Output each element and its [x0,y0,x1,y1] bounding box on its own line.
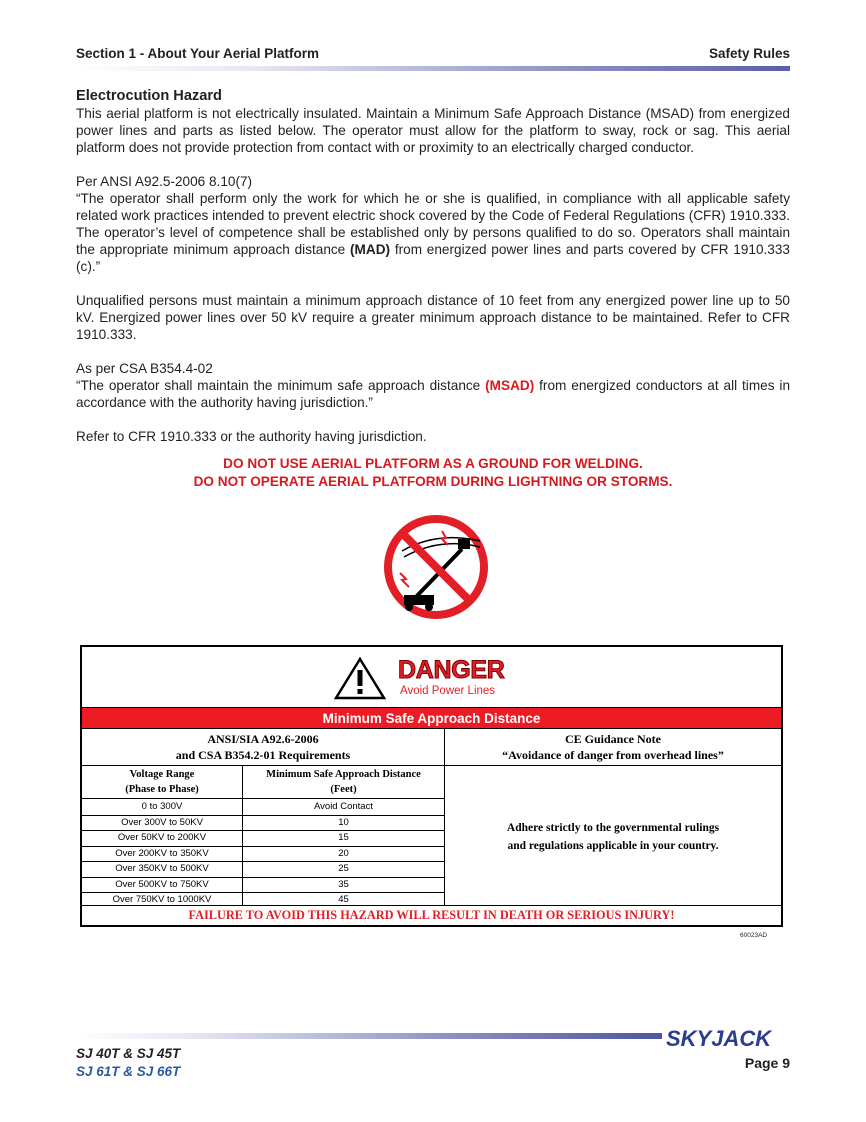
ce-text-line1: Adhere strictly to the governmental rulings [506,822,720,834]
csa-quote-b: from energized conductors at all times in accordance with the authority having jurisdiction.” [76,378,791,410]
ansi-header-line2: and CSA B354.2-01 Requirements [175,748,351,762]
approach-distance-cell: 25 [338,863,349,874]
approach-distance-cell: 15 [338,832,349,843]
danger-word: DANGER [398,656,505,684]
voltage-range-cell: Over 200KV to 350KV [115,847,209,859]
table-row [82,815,444,831]
warning-lightning: DO NOT OPERATE AERIAL PLATFORM DURING LIGHTNING OR STORMS. [193,474,673,489]
voltage-range-cell: Over 50KV to 200KV [117,832,207,843]
model-line-2: SJ 61T & SJ 66T [76,1064,181,1079]
row-divider [82,861,444,862]
ce-text-line2: and regulations applicable in your country. [507,840,719,852]
warning-welding: DO NOT USE AERIAL PLATFORM AS A GROUND FOR WELDING. [223,456,643,471]
failure-warning: FAILURE TO AVOID THIS HAZARD WILL RESULT IN DEATH OR SERIOUS INJURY! [188,908,675,922]
approach-distance-cell: 35 [338,878,349,890]
ce-header [445,731,781,763]
voltage-header-line2: (Phase to Phase) [125,784,199,795]
header-divider [82,765,781,766]
ce-header-line2: “Avoidance of danger from overhead lines” [502,748,724,762]
approach-distance-cell: 45 [338,894,349,905]
header-rule [76,66,790,71]
table-row [82,846,444,862]
approach-distance-cell: 20 [338,847,349,859]
ce-guidance-text [445,819,781,855]
csa-reference: As per CSA B354.4-02 [76,361,213,376]
paragraph-unqualified: Unqualified persons must maintain a minimum approach distance of 10 feet from any energized power line up to 50 kV. Energized power lines over 50 kV require a greater minimum approach distance to be maintained. Refer to CFR 1910.333. [76,293,790,342]
distance-header-line2: (Feet) [330,784,357,795]
ansi-quote-b: from energized power lines and parts covered by CFR 1910.333 (c).” [76,242,790,274]
row-divider [82,815,444,816]
voltage-range-cell: Over 750KV to 1000KV [112,894,212,905]
model-line-1: SJ 40T & SJ 45T [76,1046,181,1061]
row-divider [82,830,444,831]
csa-quote-a: “The operator shall maintain the minimum safe approach distance [76,378,486,393]
voltage-header-line1: Voltage Range [129,769,195,780]
footer-rule [76,1033,662,1039]
mad-term: (MAD) [350,242,391,257]
page-header [76,46,790,62]
paragraph-intro: This aerial platform is not electrically insulated. Maintain a Minimum Safe Approach Distance (MSAD) from energized power lines and parts as listed below. The operator must allow for the platform to sway, rock or sag. This aerial platform does not provide protection from contact with or proximity to an electrically charged conductor. [76,106,790,155]
voltage-range-cell: Over 500KV to 750KV [115,878,209,890]
danger-header [82,647,781,707]
image-code: 60023AD [740,932,768,939]
distance-header-line1: Minimum Safe Approach Distance [266,769,421,780]
no-power-lines-icon [382,513,490,621]
logo-text: SKYJACK [666,1026,772,1050]
skyjack-logo [666,1024,790,1050]
msad-bar: Minimum Safe Approach Distance [82,707,781,729]
distance-column-header [243,767,444,797]
ansi-header-line1: ANSI/SIA A92.6-2006 [207,732,319,746]
paragraph-refer: Refer to CFR 1910.333 or the authority having jurisdiction. [76,429,427,444]
main-content [76,87,790,491]
approach-distance-cell: Avoid Contact [314,801,373,812]
voltage-range-cell: 0 to 300V [141,801,183,812]
danger-table [80,645,783,927]
voltage-range-cell: Over 350KV to 500KV [115,863,209,874]
table-row [82,877,444,893]
ansi-header [82,731,444,763]
ce-header-line1: CE Guidance Note [565,732,661,746]
danger-subtitle: Avoid Power Lines [400,685,496,697]
section-title: Section 1 - About Your Aerial Platform [76,46,320,61]
table-row [82,799,444,815]
voltage-column-header [82,767,242,797]
msad-term: (MSAD) [485,378,535,393]
table-row [82,861,444,877]
voltage-range-cell: Over 300V to 50KV [121,816,203,828]
table-row [82,830,444,846]
row-divider [82,892,444,893]
paragraph-csa [76,360,790,411]
ansi-quote-a: “The operator shall perform only the work for which he or she is qualified, in compliance with all applicable safety related work practices intended to prevent electric shock covered by the Code of Federal Regulations (CFR) 1910.333. The operator’s level of competence shall be established only by persons qualified to do so. Operators shall maintain the appropriate minimum approach distance [76,191,790,257]
approach-distance-cell: 10 [338,816,349,828]
ansi-reference: Per ANSI A92.5-2006 8.10(7) [76,174,253,189]
row-divider [82,877,444,878]
header-title: Safety Rules [708,46,790,61]
section-heading: Electrocution Hazard [76,88,222,104]
row-divider [82,846,444,847]
page-number: Page 9 [744,1055,790,1071]
paragraph-ansi [76,173,790,275]
warning-triangle-icon [334,656,386,700]
